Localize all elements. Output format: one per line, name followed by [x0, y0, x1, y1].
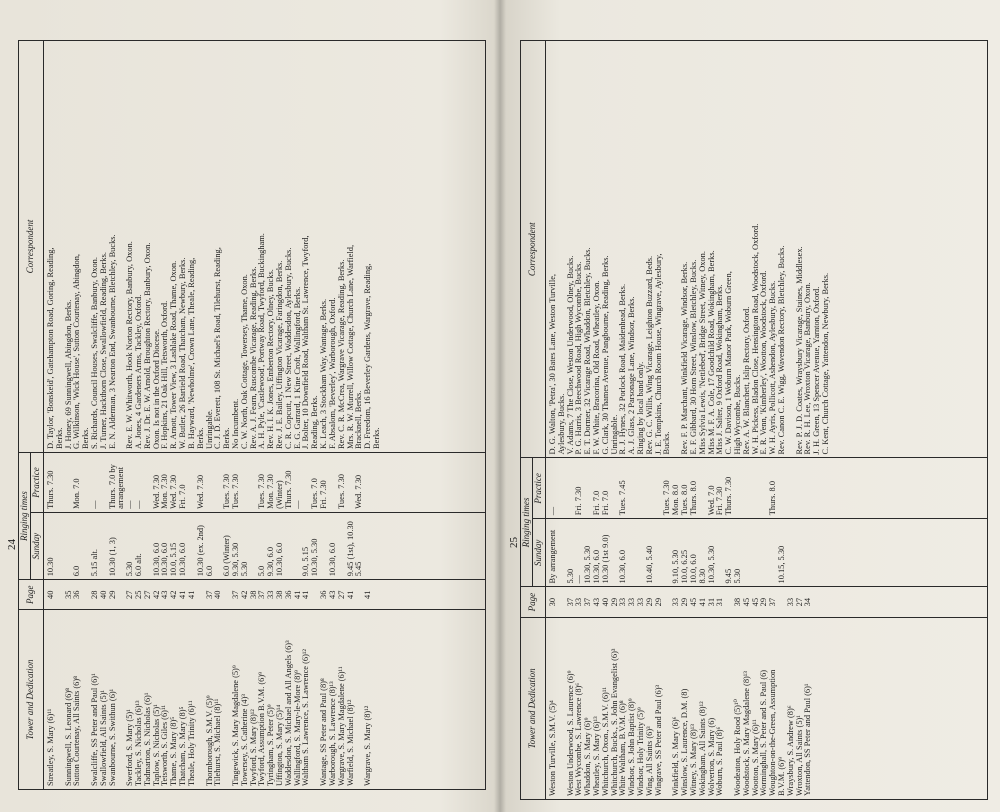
header-page: Page [521, 587, 546, 617]
left-page-rotated-content [6, 40, 500, 790]
header-sunday: Sunday [31, 512, 43, 579]
header-correspondent: Correspondent [521, 41, 546, 458]
header-practice: Practice [31, 452, 43, 512]
header-ringing-times: Ringing times [19, 452, 31, 579]
header-page: Page [19, 580, 44, 610]
right-page [500, 0, 1000, 812]
practice-column: — Fri. 7.30 Fri. 7.0 Fri. 7.0 Tues. 7.45 Tues. 7.30 Mon. 8.0 Tues. 8.0 Thurs. 8.0 Wed. 7.0 Fri. 7.30 Thurs. 7.30 Thurs. 8.0 [545, 458, 987, 519]
header-practice: Practice [533, 458, 545, 519]
header-tower: Tower and Dedication [521, 617, 546, 799]
practice-column: Thurs. 7.30 Mon. 7.0 — Thurs. 7.0 by arrangement — — Wed. 7.30 Mon. 7.30 Wed. 7.30 Fri. 7.0 Wed. 7.30 Tues. 7.30 Tues. 7.30 Tues. 7.30 Mon. 7.30 (Winter) Thurs. 7.30 — Tues. 7.0 Fri. 7.30 Tues. 7.30 Wed. 7.30 [43, 452, 485, 512]
tower-column: Weston Turville, S.M.V. (5)⁴ Weston Underwood, S. Laurence (6)⁹ West Wycombe, S. Lawrence (8)⁶ Whaddon, S. Mary (6)⁹ Wheatley, S. Mary (6)¹³ Whitchurch, Oxon., S.M.V. (6)¹¹ Whitchurch, Bucks., S. John Evangelist (6)³ White Waltham, B.V.M. (6)⁸ Windsor, S. John Baptist (8)⁹ Windsor, Holy Trinity (5)⁹ Wing, All Saints (6)³ Wingrave, SS Peter and Paul (6)³ Winkfield, S. Mary (6)⁶ Winslow, S. Laurence, D.M. (8) Witney, S. Mary (8)¹³ Wokingham, All Saints (8)¹² Wolverton, S. Mary (6) Woburn, S. Paul (8)⁶ Woodeaton, Holy Rood (5)¹⁰ Woodstock, S. Mary Magdalene (8)¹³ Wootton, S. Mary (6)¹¹ Worminghall, S. Peter and S. Paul (6) Woughton-on-the-Green, Assumption B.V.M. (6)⁹ Wraysbury, S. Andrew (8)⁶ Wroxton, All Saints (5)¹ Yattendon, SS Peter and Paul (6)¹ [545, 617, 987, 799]
header-sunday: Sunday [533, 519, 545, 587]
header-ringing-times: Ringing times [521, 458, 533, 587]
header-tower: Tower and Dedication [19, 610, 44, 790]
book-gutter [494, 0, 506, 812]
correspondent-column: D. Taylor, 'Bonskeid', Gatehampton Road, Goring, Reading, Berks. J. Honey, 69 Sunningwell, Abingdon, Berks. G. Wilkinson, 'Wick House', Sutton Courtenay, Abingdon, Berks. S. Richards, Council Houses, Swalcliffe, Banbury, Oxon. J. Turner, Hackthorn Close, Swallowfield, Reading, Berks. E. N. Alderman, 3 Nearton End, Swanbourne, Bletchley, Bucks. Rev. E. W. Whitworth, Hook Norton Rectory, Banbury, Oxon. A. Jones, 4 Gardeners Arms, Tackley, Oxford. Rev. J. Dr. E. W. Arnold, Broughton Rectory, Banbury, Oxon. Oxon. Is not in the Oxford Diocese. F. Hopkins, 21 Oak Hill, Tetsworth, Oxford. R. Arnott, Tower View, 3 Lashlake Road, Thame, Oxon. W. Butler, 26 Bartield Road, Thatcham, Newbury, Berks. B. Hayward, 'Newholme', Crown Lane, Theale, Reading, Berks. Unringable. C. J. D. Everett, 108 St. Michael's Road, Tilehurst, Reading, Berks. No Incumbent. C. W. North, Oak Cottage, Towersey, Thame, Oxon. Rev. A. J. Fearn, Ruscombe Vicarage, Reading, Berks. A. H. Pyle, 'Castlewood', Portway Road, Twyford, Buckingham. Rev. H. I. K. Jones, Emberton Rectory, Olney, Bucks. Rev. J. E. Bailey, Uffington Vicarage, Faringdon, Berks. C. R. Copcutt, 1 New Street, Waddesdon, Aylesbury, Bucks. E. G. Garrard, 1 Kine Croft, Wallingford, Berks. J. Bolter, 10 Downfield Road, Waltham St. Lawrence, Twyford, Reading, Berks. K. Leach, 3 Stockham Way, Wantage, Berks. F. Absalom, 'Beverley', Warborough, Oxford. Rev. C. R. McCrea, Wargrave Vicarage, Reading, Berks. Mrs. R. W. Murrell, Willow Cottage, Church Lane, Warfield, Bracknell, Berks. D. Freedom, 16 Beverley Gardens, Wargrave, Reading, Berks. [43, 41, 485, 453]
right-tower-table [520, 40, 988, 800]
correspondent-column: D. G. Walton, 'Petra', 30 Bates Lane, Weston Turville, Aylesbury, Bucks. V. Adams, 7 The Close, Weston Underwood, Olney, Bucks. P. G. Harris, 3 Beechwood Road, High Wycombe, Bucks. E. T. Dormer, 32 Vicarage Road, Whaddon, Bletchley, Bucks. F. W. White, Bracorina, Old Road, Wheatley, Oxon. G. Clark, 30 Thames Avenue, Pangbourne, Reading, Berks. Unringable. R. J. Hynes, 32 Porlock Road, Maidenhead, Berks. A. J. Glass, 2 Parsonage Lane, Windsor, Berks. Ringing by local band only. Rev. G. C. Willis, Wing Vicarage, Leighton Buzzard, Beds. J. E. Tompkins, Church Room House, Wingrave, Aylesbury, Bucks. Rev. F. P. Marchant, Winkfield Vicarage, Windsor, Berks. E. F. Gibbard, 30 Horn Street, Winslow, Bletchley, Bucks. Miss Sylvia Lewis, 'Nettlebed', Bridge Street, Witney, Oxon. Miss M. F. A. Cole, 17 Goodchild Road, Wokingham, Berks. Miss J. Salter, 9 Oxford Road, Wokingham, Berks. C. W. Davison, 1 Woburn Manor Park, Woburn Green, High Wycombe, Bucks. Rev. A. W. Blanchett, Islip Rectory, Oxford. W. H. Pickess, Bladon Close, Hensington Road, Woodstock, Oxford. E. R. Venn, 'Kimberley', Wootton, Woodstock, Oxford. W. H. Ayris, Pollicott, Ashendon, Aylesbury, Bucks. Rev. Canon C. E. Wigg, Wavendon Rectory, Bletchley, Bucks. Rev. P. J. D. Coates, Wraysbury Vicarage, Staines, Middlesex. Rev. R. H. Lee, Wroxton Vicarage, Banbury, Oxon. J. H. Green, 13 Spencer Avenue, Yarnton, Oxford. C. Kent, Church Cottage, Yattendon, Newbury, Berks. [545, 41, 987, 458]
left-tower-table [18, 40, 486, 790]
right-page-rotated-content [508, 40, 1000, 800]
sunday-column: 10.30 6.0 5.15 alt. 10.30 (1, 3) 5.30 6.0 alt. 10.30, 6.0 10.30, 6.0 10.0, 5.15 10.30, 6.0 10.30 (ex. 2nd) 6.0 6.0 (Winter) 9.30, 5.30 5.30 5.0 9.30, 6.0 10.30, 6.0 9.0, 5.15 10.30, 5.30 10.30, 6.0 9.45 (1st), 10.30 5.45 [43, 512, 485, 579]
tower-column: Streatley, S. Mary (6)¹¹ Sunningwell, S. Leonard (6)⁸ Sutton Courtenay, All Saints (6)⁸ Swalcliffe, SS Peter and Paul (6)¹ Swallowfield, All Saints (5)¹ Swanbourne, S. Swithun (6)¹ Swerford, S. Mary (5)¹ Tackley, S. Nicholas (6)¹³ Tadmarton, S. Nicholas (6)¹ Taplow, S. Nicholas (5)¹ Tetsworth, S. Giles (6)¹¹ Thame, S. Mary (8)⁵ Thatcham, S. Mary (8)⁵ Theale, Holy Trinity (6)¹¹ Thornborough, S.M.V. (5)⁹ Tilehurst, S. Michael (8)¹¹ Tingewick, S. Mary Magdalene (5)⁹ Towersey, S. Catherine (4)³ Twyford, S. Mary (8)¹² Twyford, Assumption B.V.M. (6)⁹ Tyringham, S. Peter (5)⁹ Uffington, S. Mary (5)¹⁴ Waddesdon, S. Michael and All Angels (6)³ Wallingford, S. Mary-le-More (8)⁹ Waltham S. Lawrence, S. Lawrence (6)¹² Wantage, SS Peter and Paul (8)⁸ Warborough, S. Lawrence (8)¹³ Wargrave, S. Mary Magdalene (6)¹¹ Warfield, S. Michael (8)¹² Wargrave, S. Mary (8)¹² [43, 610, 485, 790]
page-number-right: 25 [508, 537, 520, 548]
header-correspondent: Correspondent [19, 41, 44, 453]
page-number-left: 24 [6, 539, 18, 550]
sunday-column: By arrangement 5.30 — 10.30, 5.30 10.30, 6.0 10.30 (1st 9.0) 10.30, 6.0 10.40, 5.40 9.10, 5.30 10.0, 6.25 10.0, 6.0 8.30 10.30, 5.30 9.45 5.30 10.15, 5.30 [545, 519, 987, 587]
page-column: 30 37 33 37 43 40 29 33 33 33 29 29 33 29 45 41 31 31 38 45 45 29 37 33 27 34 [545, 587, 987, 617]
page-column: 40 35 36 28 40 29 27 25 27 42 43 42 41 41 37 40 37 42 38 37 33 38 36 41 41 36 43 27 41 41 [43, 580, 485, 610]
